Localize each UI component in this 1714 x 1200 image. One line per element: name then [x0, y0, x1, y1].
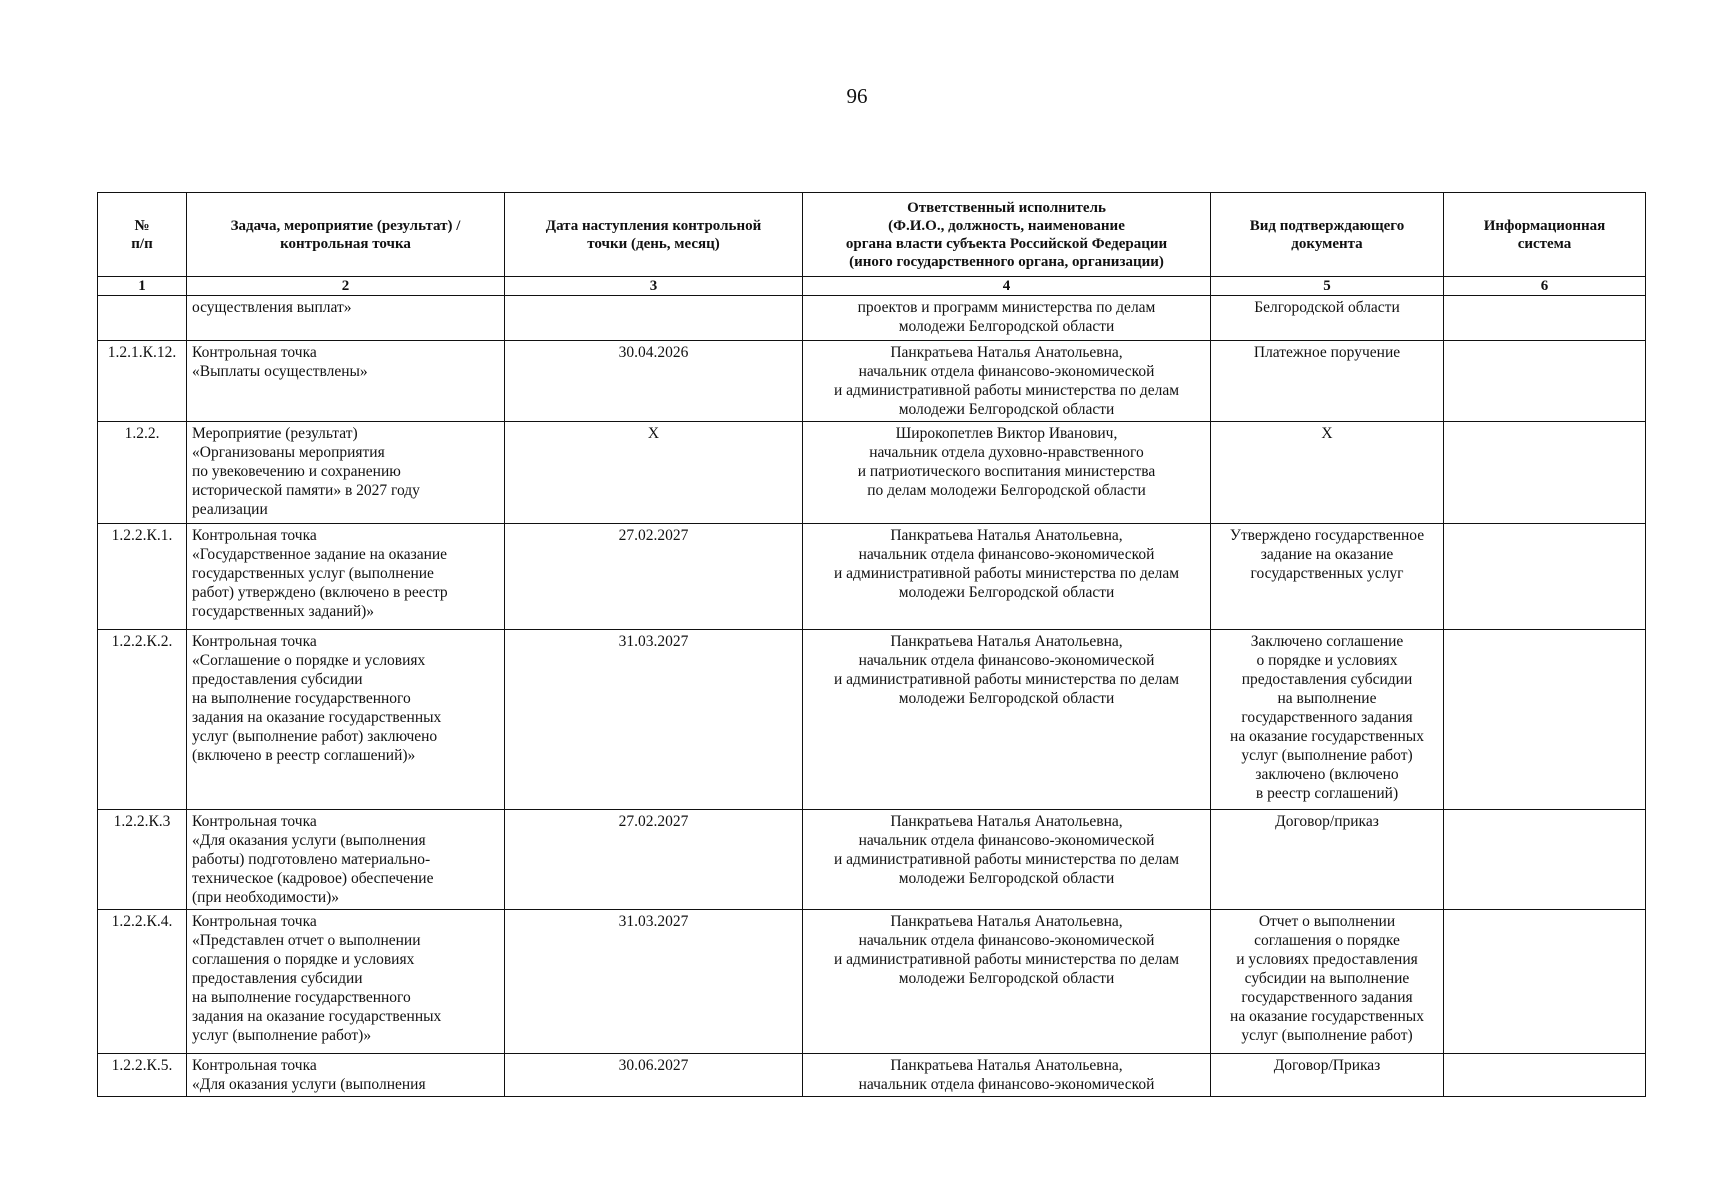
cell-system	[1444, 524, 1646, 630]
cell-responsible: Панкратьева Наталья Анатольевна, начальник отдела финансово-экономической	[803, 1054, 1211, 1097]
column-number: 2	[187, 277, 505, 296]
cell-system	[1444, 422, 1646, 524]
cell-date: 30.04.2026	[505, 341, 803, 422]
column-number: 5	[1211, 277, 1444, 296]
header-responsible: Ответственный исполнитель (Ф.И.О., должность, наименование органа власти субъекта Российской Федерации (иного государственного органа, организации)	[803, 193, 1211, 277]
cell-system	[1444, 341, 1646, 422]
column-number: 6	[1444, 277, 1646, 296]
cell-document: Отчет о выполнении соглашения о порядке и условиях предоставления субсидии на выполнение государственного задания на оказание государственных услуг (выполнение работ)	[1211, 910, 1444, 1054]
cell-number	[98, 296, 187, 341]
cell-date: 27.02.2027	[505, 524, 803, 630]
header-system: Информационная система	[1444, 193, 1646, 277]
cell-system	[1444, 630, 1646, 810]
cell-date: 30.06.2027	[505, 1054, 803, 1097]
header-document: Вид подтверждающего документа	[1211, 193, 1444, 277]
cell-responsible: Панкратьева Наталья Анатольевна, начальник отдела финансово-экономической и административной работы министерства по делам молодежи Белгородской области	[803, 810, 1211, 910]
cell-task: Контрольная точка «Представлен отчет о выполнении соглашения о порядке и условиях предоставления субсидии на выполнение государственного задания на оказание государственных услуг (выполнение работ)»	[187, 910, 505, 1054]
cell-system	[1444, 296, 1646, 341]
cell-number: 1.2.2.	[98, 422, 187, 524]
cell-responsible: Панкратьева Наталья Анатольевна, начальник отдела финансово-экономической и административной работы министерства по делам молодежи Белгородской области	[803, 524, 1211, 630]
table-row	[98, 524, 1646, 630]
table-row	[98, 1054, 1646, 1097]
cell-task: Контрольная точка «Для оказания услуги (выполнения работы) подготовлено материально- техническое (кадровое) обеспечение (при необходимости)»	[187, 810, 505, 910]
cell-responsible: Панкратьева Наталья Анатольевна, начальник отдела финансово-экономической и административной работы министерства по делам молодежи Белгородской области	[803, 630, 1211, 810]
cell-document: Утверждено государственное задание на оказание государственных услуг	[1211, 524, 1444, 630]
column-number: 3	[505, 277, 803, 296]
cell-task: Контрольная точка «Для оказания услуги (выполнения	[187, 1054, 505, 1097]
table-row	[98, 422, 1646, 524]
cell-task: Контрольная точка «Выплаты осуществлены»	[187, 341, 505, 422]
table-row	[98, 296, 1646, 341]
cell-system	[1444, 1054, 1646, 1097]
cell-number: 1.2.2.К.1.	[98, 524, 187, 630]
cell-document: Платежное поручение	[1211, 341, 1444, 422]
table-row	[98, 630, 1646, 810]
cell-date: 31.03.2027	[505, 630, 803, 810]
column-number: 1	[98, 277, 187, 296]
header-task: Задача, мероприятие (результат) / контрольная точка	[187, 193, 505, 277]
cell-document: Договор/приказ	[1211, 810, 1444, 910]
table-row	[98, 810, 1646, 910]
header-date: Дата наступления контрольной точки (день, месяц)	[505, 193, 803, 277]
cell-task: Контрольная точка «Соглашение о порядке и условиях предоставления субсидии на выполнение государственного задания на оказание государственных услуг (выполнение работ) заключено (включено в реестр соглашений)»	[187, 630, 505, 810]
cell-document: Белгородской области	[1211, 296, 1444, 341]
cell-system	[1444, 810, 1646, 910]
cell-task: осуществления выплат»	[187, 296, 505, 341]
control-points-table	[97, 192, 1646, 1097]
cell-document: Х	[1211, 422, 1444, 524]
cell-number: 1.2.1.К.12.	[98, 341, 187, 422]
cell-date	[505, 296, 803, 341]
cell-task: Мероприятие (результат) «Организованы мероприятия по увековечению и сохранению исторической памяти» в 2027 году реализации	[187, 422, 505, 524]
cell-responsible: проектов и программ министерства по делам молодежи Белгородской области	[803, 296, 1211, 341]
column-number: 4	[803, 277, 1211, 296]
cell-number: 1.2.2.К.4.	[98, 910, 187, 1054]
column-number-row	[98, 277, 1646, 296]
page-number: 96	[846, 84, 868, 108]
cell-number: 1.2.2.К.5.	[98, 1054, 187, 1097]
cell-date: 27.02.2027	[505, 810, 803, 910]
cell-responsible: Широкопетлев Виктор Иванович, начальник отдела духовно-нравственного и патриотического воспитания министерства по делам молодежи Белгородской области	[803, 422, 1211, 524]
cell-document: Договор/Приказ	[1211, 1054, 1444, 1097]
table-row	[98, 341, 1646, 422]
cell-responsible: Панкратьева Наталья Анатольевна, начальник отдела финансово-экономической и административной работы министерства по делам молодежи Белгородской области	[803, 341, 1211, 422]
cell-number: 1.2.2.К.2.	[98, 630, 187, 810]
cell-system	[1444, 910, 1646, 1054]
cell-date: 31.03.2027	[505, 910, 803, 1054]
cell-responsible: Панкратьева Наталья Анатольевна, начальник отдела финансово-экономической и административной работы министерства по делам молодежи Белгородской области	[803, 910, 1211, 1054]
cell-number: 1.2.2.К.3	[98, 810, 187, 910]
cell-date: Х	[505, 422, 803, 524]
cell-document: Заключено соглашение о порядке и условиях предоставления субсидии на выполнение государственного задания на оказание государственных услуг (выполнение работ) заключено (включено в реестр соглашений)	[1211, 630, 1444, 810]
cell-task: Контрольная точка «Государственное задание на оказание государственных услуг (выполнение работ) утверждено (включено в реестр государственных заданий)»	[187, 524, 505, 630]
table-header-row	[98, 193, 1646, 277]
header-number: № п/п	[98, 193, 187, 277]
table-row	[98, 910, 1646, 1054]
